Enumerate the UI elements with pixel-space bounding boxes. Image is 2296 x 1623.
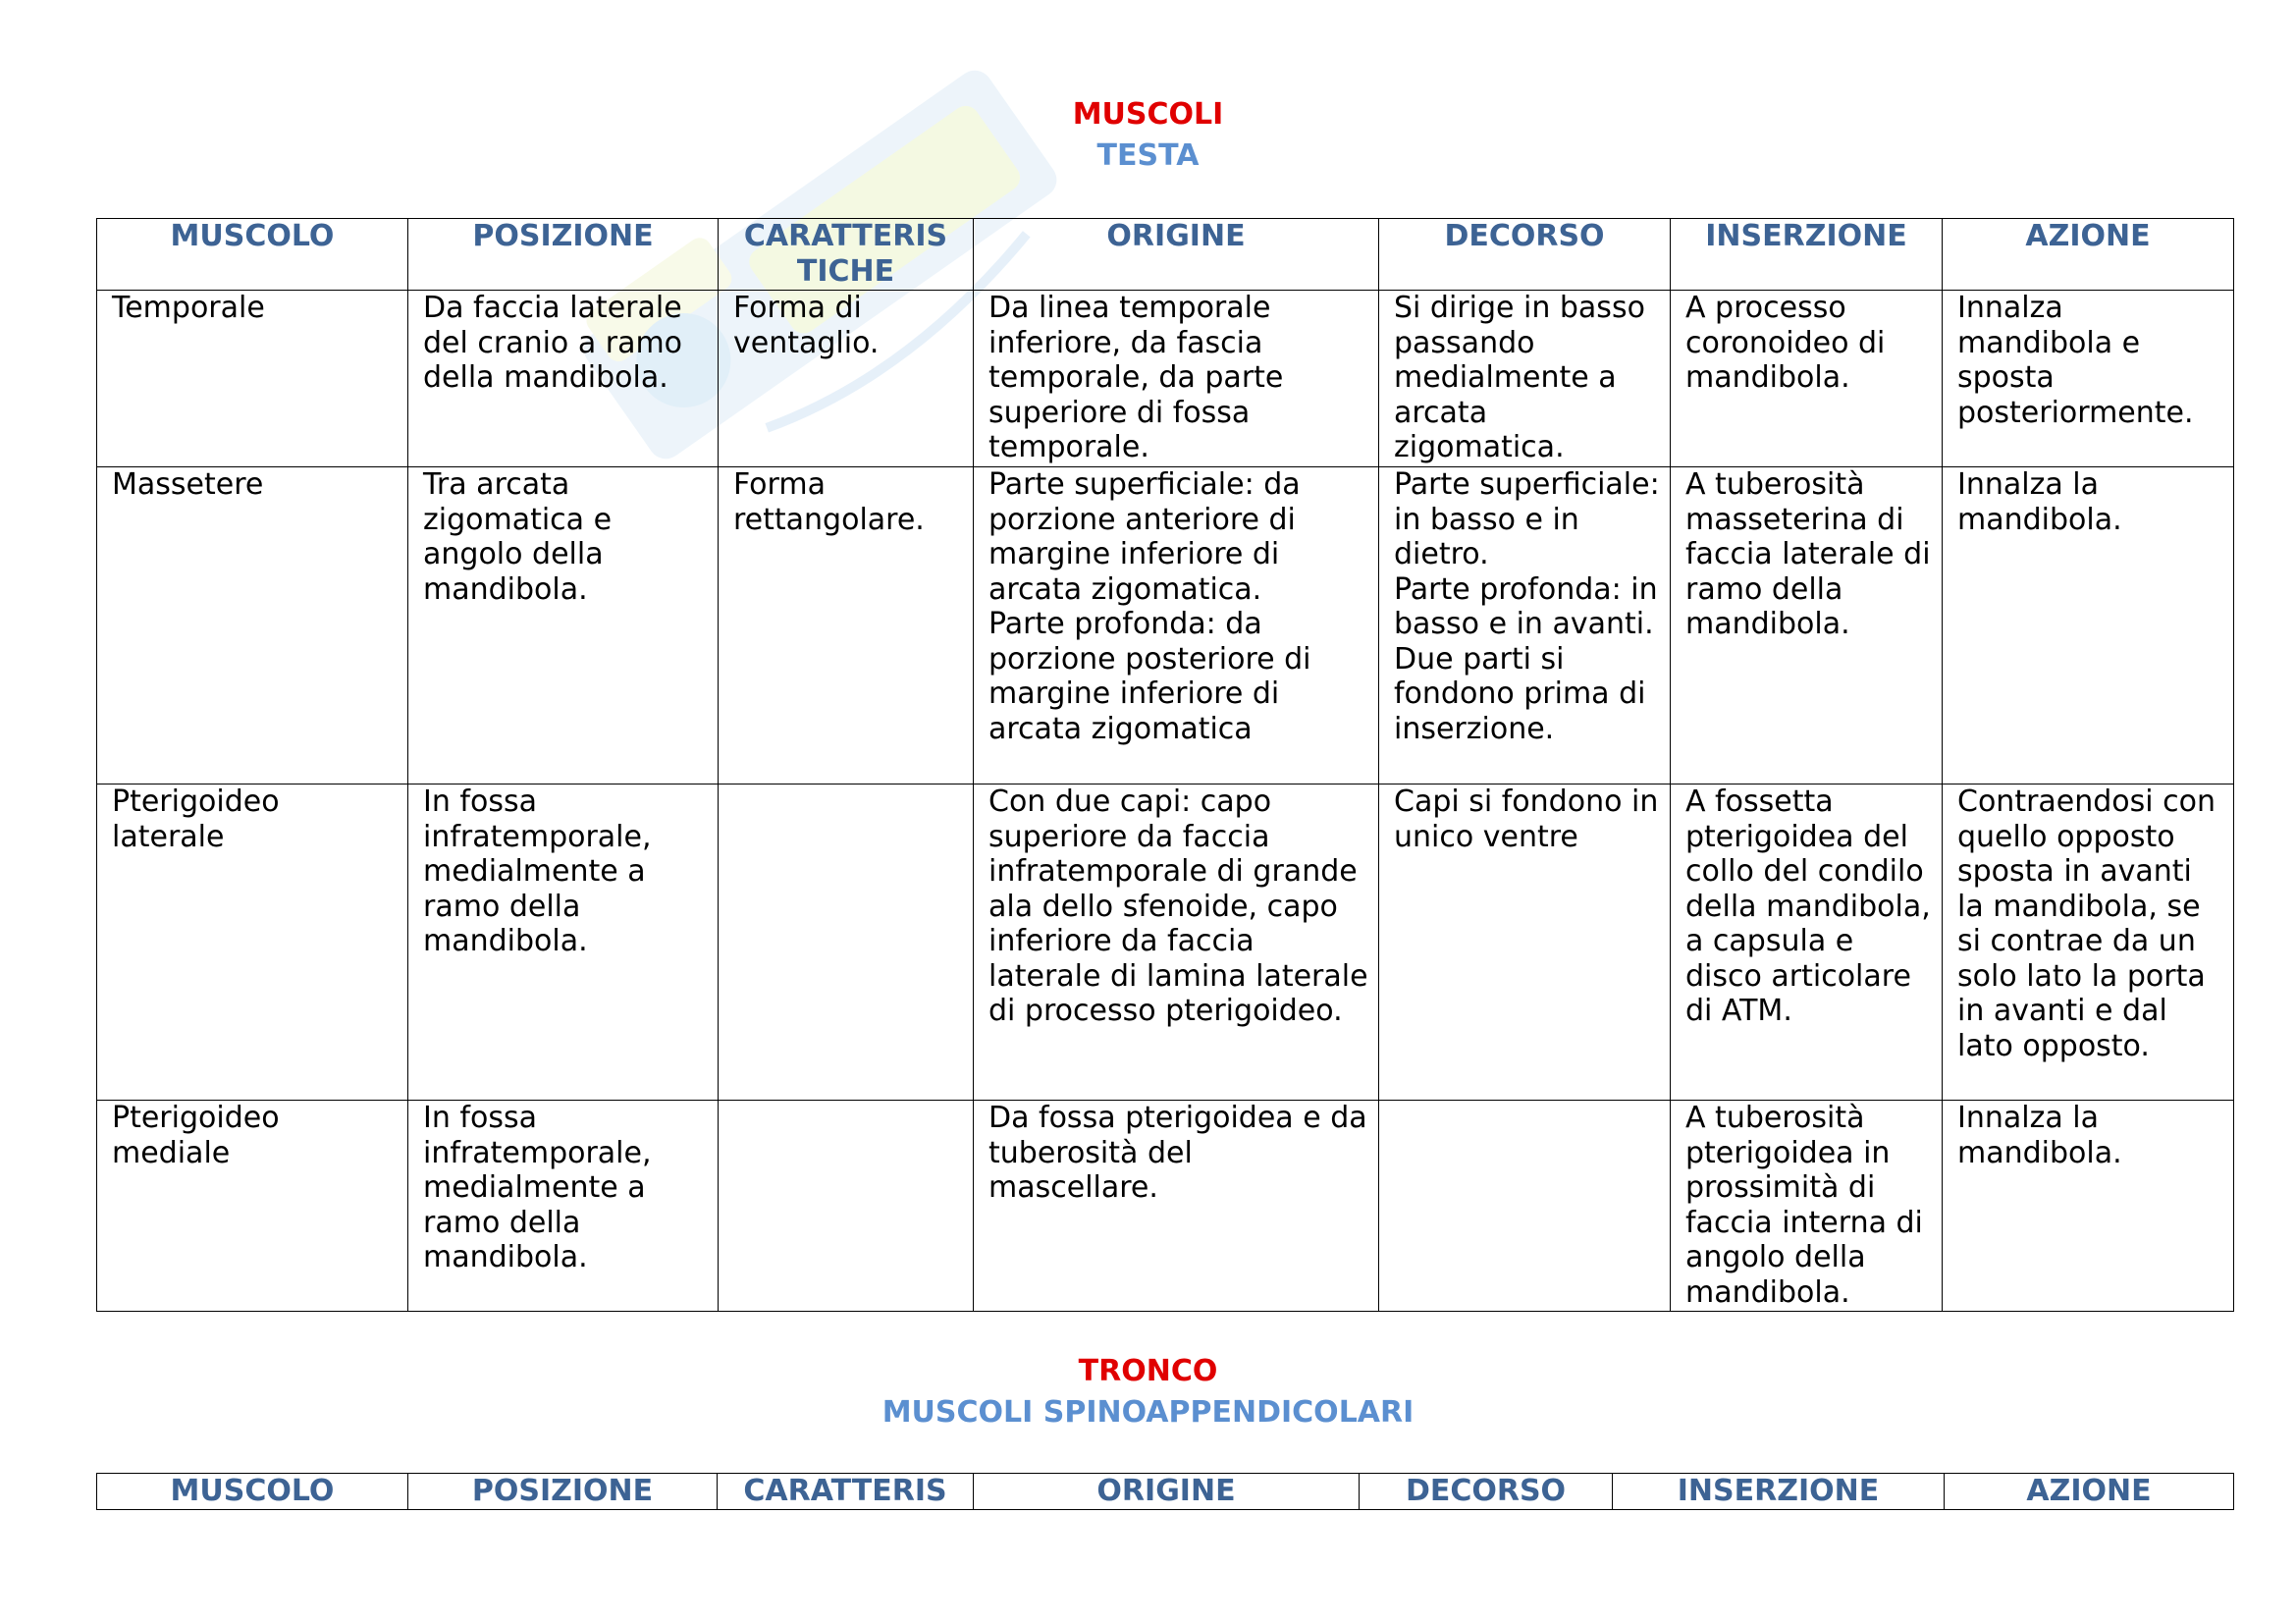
section-title-muscoli: MUSCOLI	[1072, 97, 1224, 132]
cell-decorso: Capi si fondono in unico ventre	[1379, 784, 1671, 1101]
cell-decorso	[1379, 1101, 1671, 1312]
cell-muscolo: Massetere	[97, 467, 408, 784]
header-posizione: POSIZIONE	[408, 1474, 718, 1510]
table-header-row	[97, 219, 2234, 291]
section-title-tronco: TRONCO	[1078, 1354, 1218, 1388]
header-inserzione: INSERZIONE	[1671, 219, 1943, 291]
section-subtitle-spinoappendicolari: MUSCOLI SPINOAPPENDICOLARI	[881, 1395, 1415, 1430]
cell-origine: Da linea temporale inferiore, da fascia temporale, da parte superiore di fossa temporale.	[974, 291, 1379, 467]
cell-caratteristiche	[719, 784, 974, 1101]
cell-origine: Da fossa pterigoidea e da tuberosità del mascellare.	[974, 1101, 1379, 1312]
cell-origine: Parte superficiale: da porzione anteriore di margine inferiore di arcata zigomatica. Parte profonda: da porzione posteriore di margine inferiore di arcata zigomatica	[974, 467, 1379, 784]
cell-caratteristiche: Forma rettangolare.	[719, 467, 974, 784]
cell-inserzione: A processo coronoideo di mandibola.	[1671, 291, 1943, 467]
table-header-row	[97, 1474, 2234, 1510]
cell-muscolo: Temporale	[97, 291, 408, 467]
header-muscolo: MUSCOLO	[97, 219, 408, 291]
muscle-table-tronco	[96, 1473, 2234, 1510]
table-row	[97, 1101, 2234, 1312]
cell-posizione: Tra arcata zigomatica e angolo della mandibola.	[408, 467, 719, 784]
header-origine: ORIGINE	[974, 1474, 1360, 1510]
cell-origine: Con due capi: capo superiore da faccia infratemporale di grande ala dello sfenoide, capo inferiore da faccia laterale di lamina laterale di processo pterigoideo.	[974, 784, 1379, 1101]
section-subtitle-testa: TESTA	[1096, 138, 1200, 173]
cell-caratteristiche: Forma di ventaglio.	[719, 291, 974, 467]
table-row	[97, 467, 2234, 784]
header-muscolo: MUSCOLO	[97, 1474, 408, 1510]
header-inserzione: INSERZIONE	[1613, 1474, 1945, 1510]
header-caratteristiche: CARATTERIS	[718, 1474, 974, 1510]
header-decorso: DECORSO	[1360, 1474, 1613, 1510]
cell-posizione: In fossa infratemporale, medialmente a ramo della mandibola.	[408, 784, 719, 1101]
table-row	[97, 784, 2234, 1101]
muscle-table-testa	[96, 218, 2234, 1312]
table-row	[97, 291, 2234, 467]
cell-muscolo: Pterigoideo laterale	[97, 784, 408, 1101]
header-azione: AZIONE	[1945, 1474, 2234, 1510]
cell-posizione: In fossa infratemporale, medialmente a ramo della mandibola.	[408, 1101, 719, 1312]
cell-azione: Innalza la mandibola.	[1943, 1101, 2234, 1312]
cell-caratteristiche	[719, 1101, 974, 1312]
cell-inserzione: A tuberosità pterigoidea in prossimità di faccia interna di angolo della mandibola.	[1671, 1101, 1943, 1312]
header-decorso: DECORSO	[1379, 219, 1671, 291]
cell-azione: Contraendosi con quello opposto sposta in avanti la mandibola, se si contrae da un solo lato la porta in avanti e dal lato opposto.	[1943, 784, 2234, 1101]
cell-decorso: Si dirige in basso passando medialmente a arcata zigomatica.	[1379, 291, 1671, 467]
cell-decorso: Parte superficiale: in basso e in dietro. Parte profonda: in basso e in avanti. Due parti si fondono prima di inserzione.	[1379, 467, 1671, 784]
header-origine: ORIGINE	[974, 219, 1379, 291]
header-azione: AZIONE	[1943, 219, 2234, 291]
cell-azione: Innalza la mandibola.	[1943, 467, 2234, 784]
cell-muscolo: Pterigoideo mediale	[97, 1101, 408, 1312]
cell-inserzione: A fossetta pterigoidea del collo del condilo della mandibola, a capsula e disco articolare di ATM.	[1671, 784, 1943, 1101]
header-caratteristiche: CARATTERIS TICHE	[719, 219, 974, 291]
cell-azione: Innalza mandibola e sposta posteriormente.	[1943, 291, 2234, 467]
cell-posizione: Da faccia laterale del cranio a ramo della mandibola.	[408, 291, 719, 467]
cell-inserzione: A tuberosità masseterina di faccia laterale di ramo della mandibola.	[1671, 467, 1943, 784]
header-posizione: POSIZIONE	[408, 219, 719, 291]
